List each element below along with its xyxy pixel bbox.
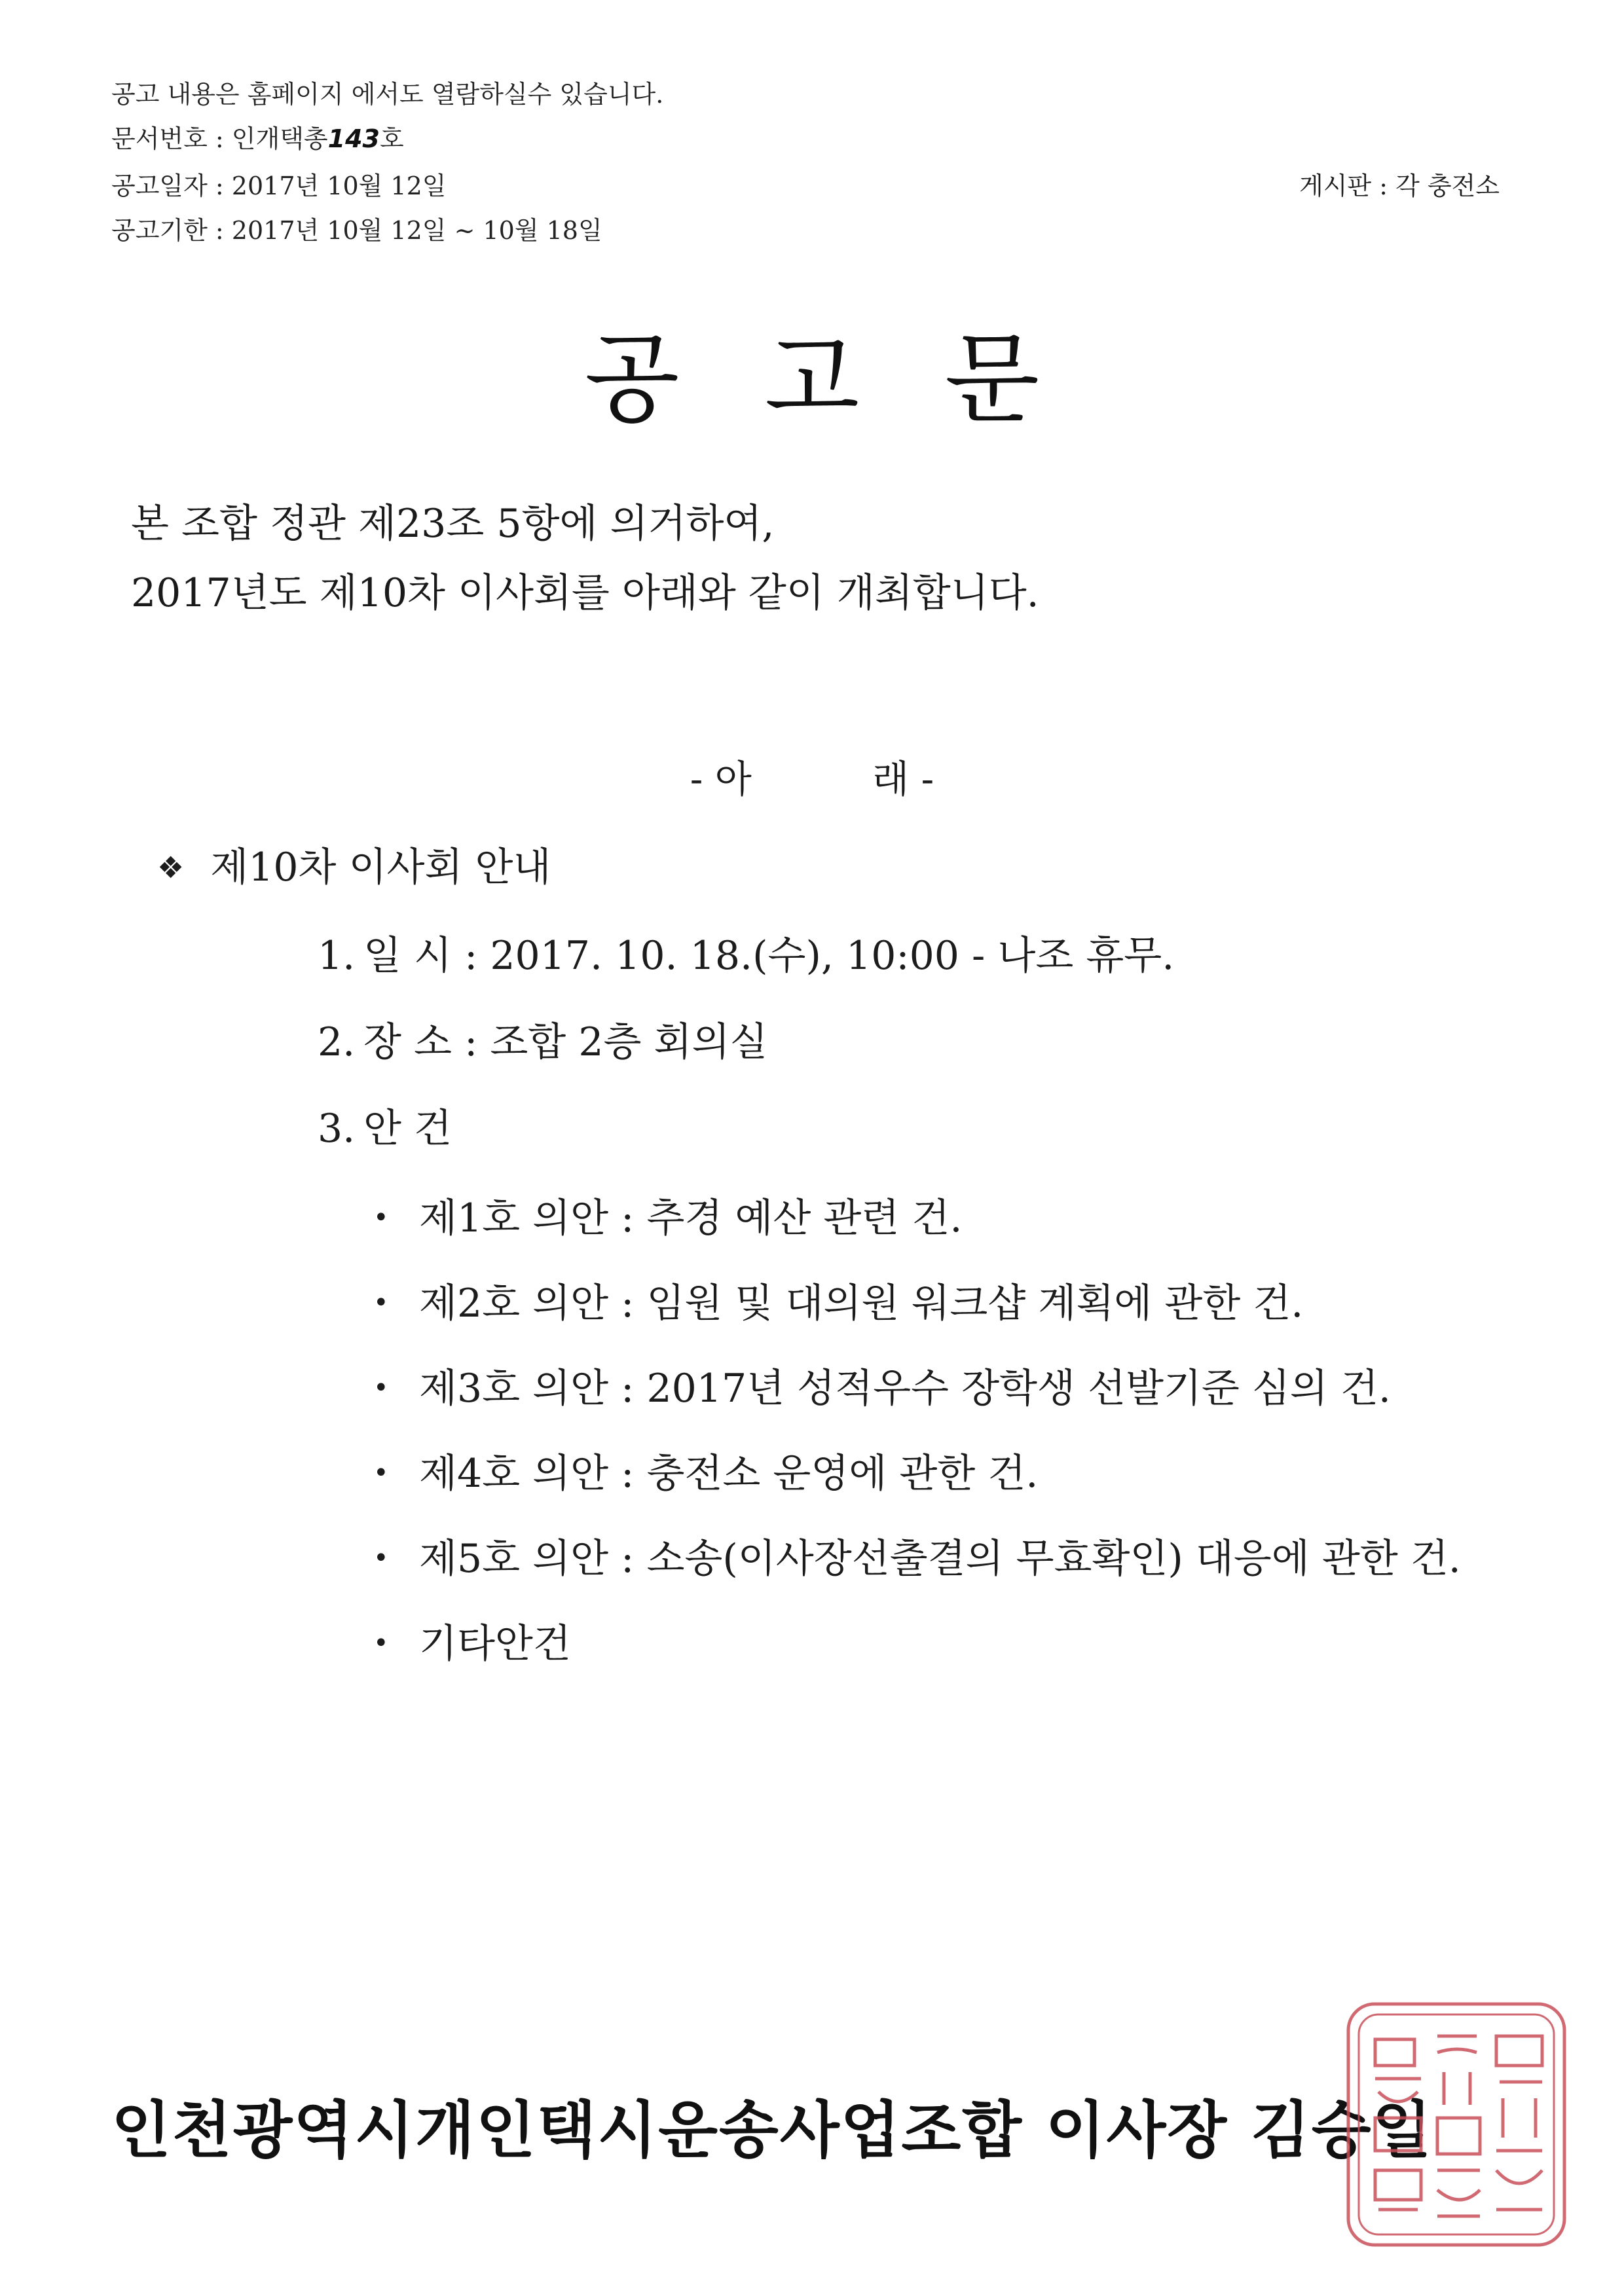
- page-title: 공고문: [584, 323, 1125, 437]
- diamond-bullet-icon: ❖: [157, 850, 185, 885]
- official-seal-stamp: [1339, 1994, 1575, 2255]
- bullet-icon: •: [373, 1628, 389, 1658]
- notice-period: 공고기한 : 2017년 10월 12일 ~ 10월 18일: [111, 216, 602, 245]
- agenda-item-3: [373, 1362, 1391, 1415]
- document-number-handwritten: 143: [327, 124, 380, 153]
- below-heading: - 아 래 -: [690, 757, 934, 801]
- bullet-icon: •: [373, 1373, 389, 1403]
- list-item-number: 1.: [318, 933, 356, 979]
- agenda-item-text: 제1호 의안 : 추경 예산 관련 건.: [419, 1195, 963, 1241]
- agenda-item-4: [373, 1447, 1038, 1500]
- agenda-item-1: [373, 1192, 962, 1245]
- notice-date: 공고일자 : 2017년 10월 12일: [111, 172, 447, 200]
- bullet-icon: •: [373, 1203, 389, 1233]
- list-item-text: 장 소 : 조합 2층 회의실: [363, 1019, 768, 1065]
- document-number-suffix: 호: [379, 124, 404, 153]
- agenda-item-text: 제5호 의안 : 소송(이사장선출결의 무효확인) 대응에 관한 건.: [419, 1536, 1461, 1582]
- section-heading: [157, 841, 551, 894]
- list-item-number: 3.: [318, 1106, 356, 1152]
- intro-line-1: 본 조합 정관 제23조 5항에 의거하여,: [131, 501, 775, 547]
- homepage-notice-line: 공고 내용은 홈페이지 에서도 열람하실수 있습니다.: [111, 80, 664, 109]
- agenda-item-text: 기타안건: [419, 1621, 571, 1667]
- agenda-item-2: [373, 1277, 1303, 1330]
- bullet-icon: •: [373, 1458, 389, 1488]
- bulletin-board: 게시판 : 각 충전소: [1299, 172, 1500, 200]
- chairman-signature: 인천광역시개인택시운송사업조합 이사장 김승일: [111, 2095, 1433, 2166]
- list-item-schedule: [318, 930, 1174, 982]
- document-number: [111, 123, 404, 155]
- list-item-agenda: [318, 1102, 452, 1155]
- bullet-icon: •: [373, 1288, 389, 1318]
- section-title: 제10차 이사회 안내: [210, 845, 551, 890]
- list-item-number: 2.: [318, 1019, 356, 1065]
- list-item-text: 안 건: [363, 1106, 452, 1152]
- list-item-location: [318, 1016, 767, 1068]
- agenda-item-text: 제4호 의안 : 충전소 운영에 관한 건.: [419, 1451, 1039, 1497]
- agenda-item-text: 제2호 의안 : 임원 및 대의원 워크샵 계획에 관한 건.: [419, 1281, 1304, 1326]
- agenda-item-5: [373, 1532, 1461, 1585]
- intro-line-2: 2017년도 제10차 이사회를 아래와 같이 개최합니다.: [131, 570, 1039, 616]
- bullet-icon: •: [373, 1543, 389, 1573]
- document-number-prefix: 문서번호 : 인개택총: [111, 124, 328, 153]
- list-item-text: 일 시 : 2017. 10. 18.(수), 10:00 - 나조 휴무.: [363, 933, 1175, 979]
- agenda-item-other: [373, 1617, 571, 1670]
- agenda-item-text: 제3호 의안 : 2017년 성적우수 장학생 선발기준 심의 건.: [419, 1366, 1391, 1412]
